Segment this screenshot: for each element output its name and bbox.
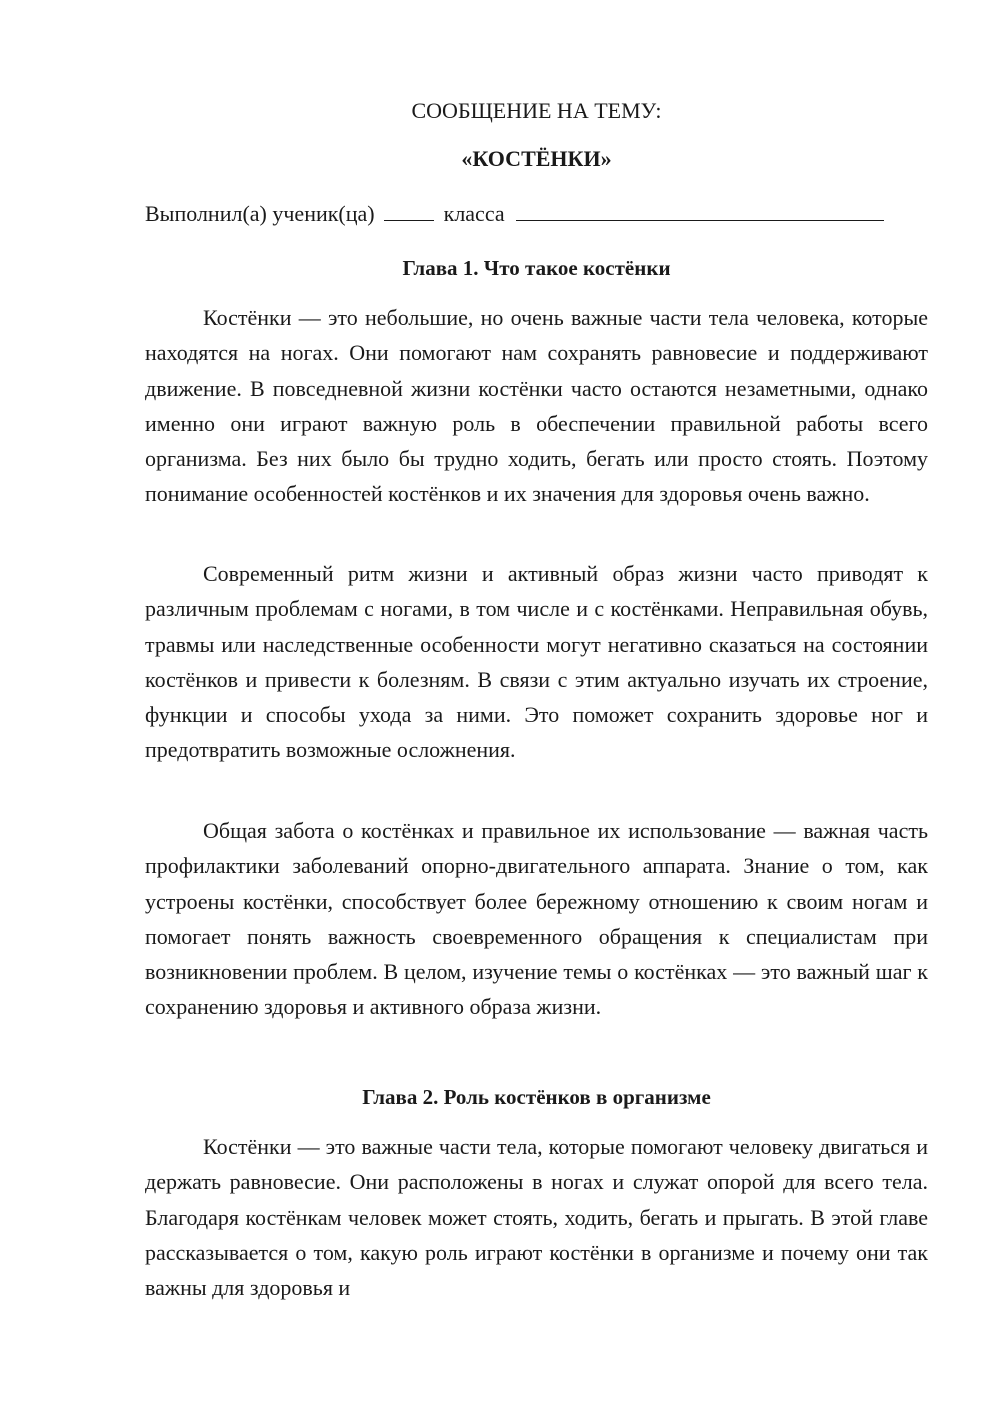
chapter1-heading: Глава 1. Что такое костёнки <box>402 256 671 280</box>
chapter1-paragraph-1: Костёнки — это небольшие, но очень важные части тела человека, которые находятся на ногах. Они помогают нам сохранять равновесие и поддерживают движение. В повседневной жизни костёнки часто остаются незаметными, однако именно они играют важную роль в обеспечении правильной работы всего организма. Без них было бы трудно ходить, бегать или просто стоять. Поэтому понимание особенностей костёнков и их значения для здоровья очень важно. <box>145 305 928 507</box>
author-class-label: класса <box>443 201 505 226</box>
grade-blank-field[interactable] <box>384 198 434 221</box>
author-prefix: Выполнил(а) ученик(ца) <box>145 201 375 226</box>
chapter1-paragraph-2: Современный ритм жизни и активный образ жизни часто приводят к различным проблемам с ногами, в том числе и с костёнками. Неправильная обувь, травмы или наследственные особенности могут негативно сказаться на состоянии костёнков и привести к болезням. В связи с этим актуально изучать их строение, функции и способы ухода за ними. Это поможет сохранить здоровье ног и предотвратить возможные осложнения. <box>145 561 928 763</box>
author-line <box>145 198 928 229</box>
document-title-topic: «КОСТЁНКИ» <box>461 146 612 171</box>
chapter1-paragraph-3: Общая забота о костёнках и правильное их использование — важная часть профилактики заболеваний опорно-двигательного аппарата. Знание о том, как устроены костёнки, способствует более бережному отношению к своим ногам и помогает понять важность своевременного обращения к специалистам при возникновении проблем. В целом, изучение темы о костёнках — это важный шаг к сохранению здоровья и активного образа жизни. <box>145 818 928 1020</box>
name-blank-field[interactable] <box>516 198 884 221</box>
chapter2-heading: Глава 2. Роль костёнков в организме <box>362 1085 711 1109</box>
document-title-line1: СООБЩЕНИЕ НА ТЕМУ: <box>411 98 662 123</box>
chapter2-paragraph-1: Костёнки — это важные части тела, которые помогают человеку двигаться и держать равновесие. Они расположены в ногах и служат опорой для всего тела. Благодаря костёнкам человек может стоять, ходить, бегать и прыгать. В этой главе рассказывается о том, какую роль играют костёнки в организме и почему они так важны для здоровья и <box>145 1134 928 1301</box>
